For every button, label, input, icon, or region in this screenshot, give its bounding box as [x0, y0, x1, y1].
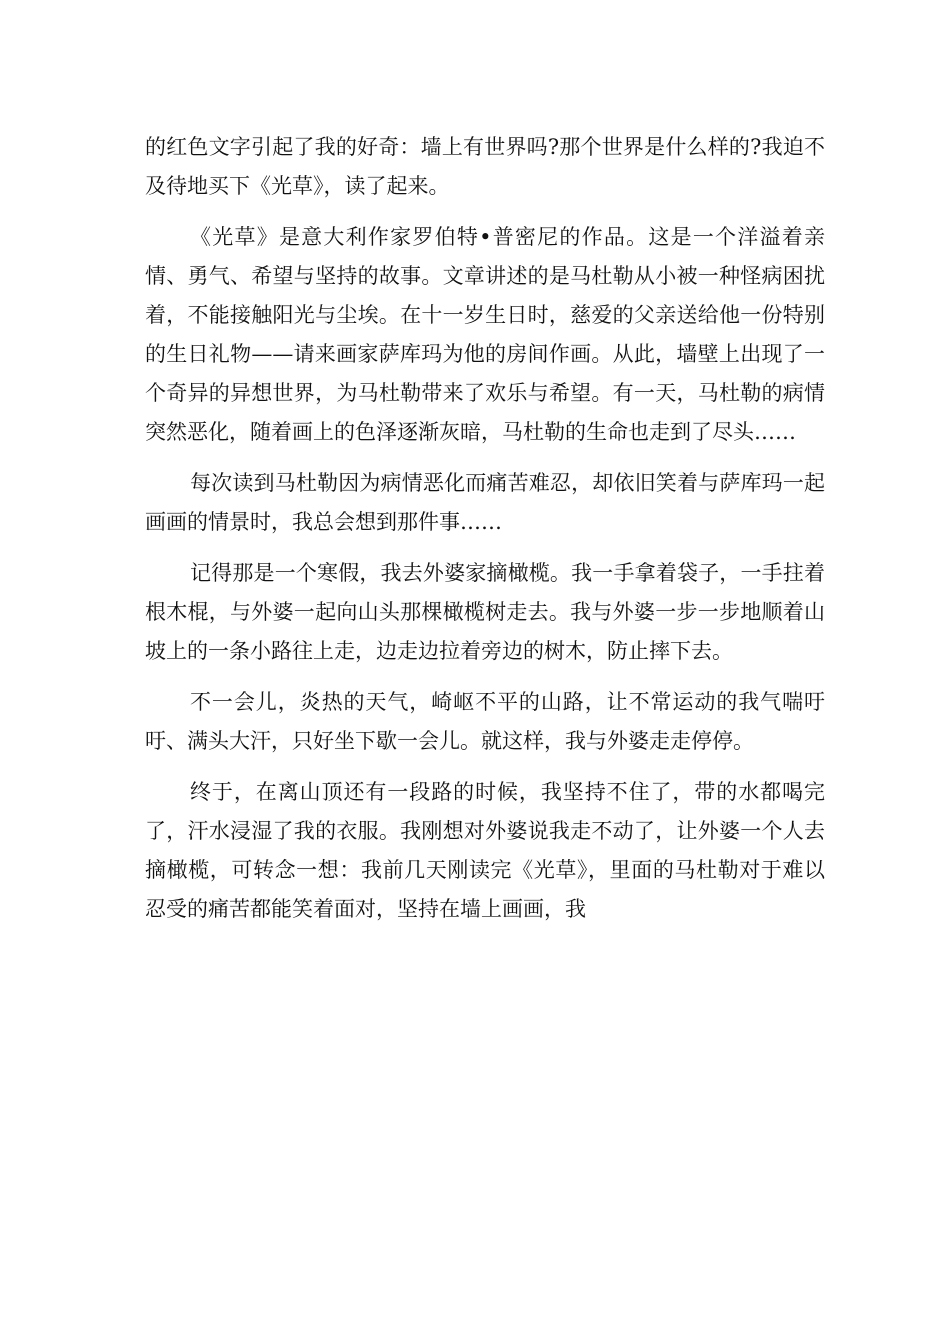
paragraph-4: 记得那是一个寒假，我去外婆家摘橄榄。我一手拿着袋子，一手拄着根木棍，与外婆一起向山头那棵橄榄树走去。我与外婆一步一步地顺着山坡上的一条小路往上走，边走边拉着旁边的树木，防止摔下去。: [145, 561, 825, 663]
paragraph-5: 不一会儿，炎热的天气，崎岖不平的山路，让不常运动的我气喘吁吁、满头大汗，只好坐下歇一会儿。就这样，我与外婆走走停停。: [145, 690, 825, 753]
paragraph-3: 每次读到马杜勒因为病情恶化而痛苦难忍，却依旧笑着与萨库玛一起画画的情景时，我总会想到那件事……: [145, 471, 825, 534]
document-body: [145, 128, 825, 929]
paragraph-2: 《光草》是意大利作家罗伯特•普密尼的作品。这是一个洋溢着亲情、勇气、希望与坚持的故事。文章讲述的是马杜勒从小被一种怪病困扰着，不能接触阳光与尘埃。在十一岁生日时，慈爱的父亲送给他一份特别的生日礼物——请来画家萨库玛为他的房间作画。从此，墙壁上出现了一个奇异的异想世界，为马杜勒带来了欢乐与希望。有一天，马杜勒的病情突然恶化，随着画上的色泽逐渐灰暗，马杜勒的生命也走到了尽头……: [145, 225, 825, 444]
paragraph-1: 的红色文字引起了我的好奇：墙上有世界吗?那个世界是什么样的?我迫不及待地买下《光草》，读了起来。: [145, 135, 825, 198]
paragraph-6: 终于，在离山顶还有一段路的时候，我坚持不住了，带的水都喝完了，汗水浸湿了我的衣服。我刚想对外婆说我走不动了，让外婆一个人去摘橄榄，可转念一想：我前几天刚读完《光草》，里面的马杜勒对于难以忍受的痛苦都能笑着面对，坚持在墙上画画，我: [145, 780, 825, 921]
